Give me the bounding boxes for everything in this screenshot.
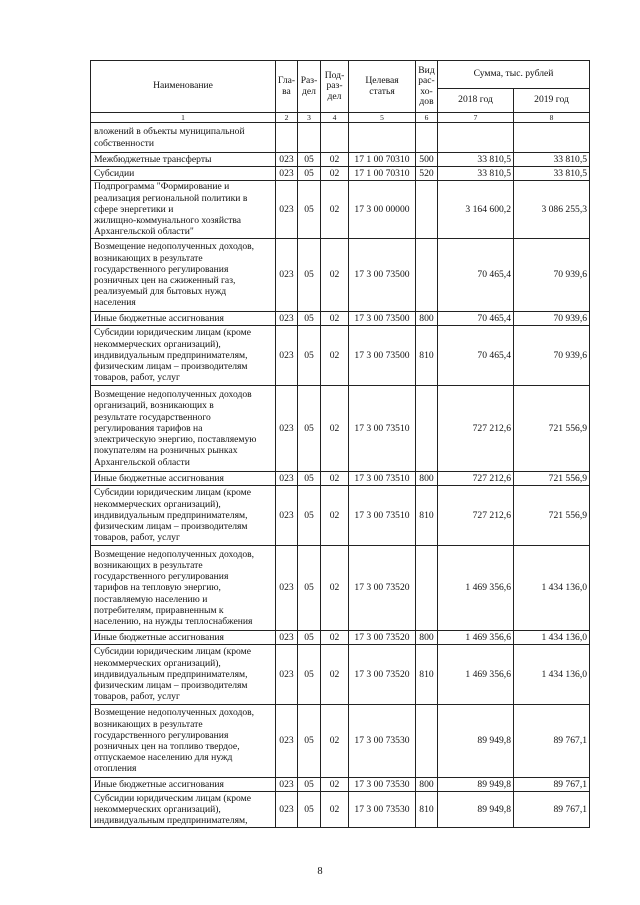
row-glava: 023	[276, 631, 298, 645]
header-name: Наименование	[91, 61, 276, 113]
header-sum: Сумма, тыс. рублей	[438, 61, 590, 89]
row-sum-2018	[438, 123, 514, 153]
row-sum-2018: 727 212,6	[438, 386, 514, 472]
row-podrazdel: 02	[321, 239, 349, 312]
row-sum-2018: 89 949,8	[438, 792, 514, 828]
column-index: 8	[514, 113, 590, 123]
row-target-article: 17 3 00 73500	[349, 312, 416, 326]
row-podrazdel: 02	[321, 631, 349, 645]
row-razdel: 05	[298, 778, 321, 792]
table-body	[91, 123, 590, 828]
row-sum-2018: 89 949,8	[438, 705, 514, 778]
row-podrazdel: 02	[321, 167, 349, 181]
row-sum-2019: 721 556,9	[514, 486, 590, 546]
row-target-article: 17 3 00 73510	[349, 386, 416, 472]
row-sum-2018: 33 810,5	[438, 167, 514, 181]
row-sum-2019: 89 767,1	[514, 705, 590, 778]
row-sum-2018: 70 465,4	[438, 312, 514, 326]
row-expense-type: 800	[416, 312, 438, 326]
header-year-2018: 2018 год	[438, 89, 514, 113]
row-name: Субсидии юридическим лицам (кроме некоммерческих организаций), индивидуальным предпринимателям,	[91, 792, 276, 828]
header-target-article: Целевая статья	[349, 61, 416, 113]
row-expense-type: 810	[416, 792, 438, 828]
row-glava: 023	[276, 486, 298, 546]
row-razdel: 05	[298, 326, 321, 386]
table-row	[91, 546, 590, 631]
row-sum-2019: 33 810,5	[514, 153, 590, 167]
row-podrazdel: 02	[321, 326, 349, 386]
table-row	[91, 631, 590, 645]
row-glava: 023	[276, 386, 298, 472]
row-glava: 023	[276, 167, 298, 181]
header-glava: Гла- ва	[276, 61, 298, 113]
table-row	[91, 472, 590, 486]
table-row	[91, 705, 590, 778]
column-index: 3	[298, 113, 321, 123]
row-podrazdel: 02	[321, 472, 349, 486]
row-sum-2018: 33 810,5	[438, 153, 514, 167]
row-razdel: 05	[298, 631, 321, 645]
row-name: Субсидии юридическим лицам (кроме некоммерческих организаций), индивидуальным предпринимателям, физическим лицам – производителям товаров, работ, услуг	[91, 486, 276, 546]
row-sum-2019: 721 556,9	[514, 472, 590, 486]
row-glava: 023	[276, 312, 298, 326]
column-index-row	[91, 113, 590, 123]
row-target-article: 17 3 00 73510	[349, 486, 416, 546]
row-podrazdel: 02	[321, 645, 349, 705]
row-sum-2018: 89 949,8	[438, 778, 514, 792]
row-name: Подпрограмма "Формирование и реализация региональной политики в сфере энергетики и жилищно-коммунального хозяйства Архангельской области"	[91, 181, 276, 239]
table-row	[91, 486, 590, 546]
row-razdel: 05	[298, 472, 321, 486]
row-expense-type: 810	[416, 326, 438, 386]
row-sum-2019: 3 086 255,3	[514, 181, 590, 239]
column-index: 6	[416, 113, 438, 123]
table-row	[91, 239, 590, 312]
budget-table	[90, 60, 590, 828]
row-podrazdel: 02	[321, 792, 349, 828]
table-row	[91, 312, 590, 326]
row-sum-2019: 70 939,6	[514, 239, 590, 312]
row-name: Субсидии	[91, 167, 276, 181]
row-glava: 023	[276, 705, 298, 778]
row-name: Субсидии юридическим лицам (кроме некоммерческих организаций), индивидуальным предпринимателям, физическим лицам – производителям товаров, работ, услуг	[91, 645, 276, 705]
row-sum-2019: 1 434 136,0	[514, 631, 590, 645]
row-sum-2019: 70 939,6	[514, 326, 590, 386]
row-sum-2019: 721 556,9	[514, 386, 590, 472]
row-name: Иные бюджетные ассигнования	[91, 631, 276, 645]
row-podrazdel: 02	[321, 546, 349, 631]
row-name: Иные бюджетные ассигнования	[91, 778, 276, 792]
row-sum-2019	[514, 123, 590, 153]
row-razdel: 05	[298, 153, 321, 167]
row-sum-2019: 1 434 136,0	[514, 546, 590, 631]
table-row	[91, 181, 590, 239]
row-glava: 023	[276, 546, 298, 631]
row-podrazdel: 02	[321, 181, 349, 239]
row-podrazdel: 02	[321, 486, 349, 546]
row-name: Иные бюджетные ассигнования	[91, 472, 276, 486]
row-sum-2018: 1 469 356,6	[438, 546, 514, 631]
row-name: Возмещение недополученных доходов, возникающих в результате государственного регулирования розничных цен на сжиженный газ, реализуемый для бытовых нужд населения	[91, 239, 276, 312]
row-target-article: 17 3 00 73500	[349, 239, 416, 312]
row-expense-type	[416, 181, 438, 239]
row-name: вложений в объекты муниципальной собственности	[91, 123, 276, 153]
row-sum-2019: 70 939,6	[514, 312, 590, 326]
row-glava: 023	[276, 239, 298, 312]
row-razdel: 05	[298, 167, 321, 181]
row-glava: 023	[276, 792, 298, 828]
row-target-article: 17 3 00 00000	[349, 181, 416, 239]
row-expense-type	[416, 546, 438, 631]
row-sum-2018: 1 469 356,6	[438, 631, 514, 645]
column-index: 5	[349, 113, 416, 123]
row-name: Возмещение недополученных доходов, возникающих в результате государственного регулирования тарифов на тепловую энергию, поставляемую населению и потребителям, приравненным к населению, на нужды теплоснабжения	[91, 546, 276, 631]
row-target-article: 17 1 00 70310	[349, 153, 416, 167]
row-sum-2018: 727 212,6	[438, 486, 514, 546]
row-target-article: 17 3 00 73500	[349, 326, 416, 386]
row-sum-2018: 3 164 600,2	[438, 181, 514, 239]
header-razdel: Раз- дел	[298, 61, 321, 113]
table-row	[91, 778, 590, 792]
row-sum-2019: 33 810,5	[514, 167, 590, 181]
row-glava: 023	[276, 778, 298, 792]
row-razdel: 05	[298, 181, 321, 239]
column-index: 1	[91, 113, 276, 123]
table-row	[91, 326, 590, 386]
row-expense-type: 810	[416, 645, 438, 705]
row-target-article: 17 3 00 73520	[349, 645, 416, 705]
row-target-article: 17 3 00 73530	[349, 705, 416, 778]
row-expense-type: 800	[416, 778, 438, 792]
row-razdel: 05	[298, 705, 321, 778]
row-sum-2019: 1 434 136,0	[514, 645, 590, 705]
table-row	[91, 123, 590, 153]
row-name: Межбюджетные трансферты	[91, 153, 276, 167]
table-row	[91, 153, 590, 167]
row-podrazdel: 02	[321, 778, 349, 792]
row-target-article: 17 3 00 73520	[349, 546, 416, 631]
column-index: 4	[321, 113, 349, 123]
column-index: 7	[438, 113, 514, 123]
row-name: Возмещение недополученных доходов организаций, возникающих в результате государственного регулирования тарифов на электрическую энергию, поставляемую покупателям на розничных рынках Архангельской области	[91, 386, 276, 472]
row-expense-type: 500	[416, 153, 438, 167]
row-podrazdel: 02	[321, 312, 349, 326]
row-expense-type	[416, 239, 438, 312]
row-glava: 023	[276, 326, 298, 386]
row-sum-2018: 1 469 356,6	[438, 645, 514, 705]
row-razdel: 05	[298, 546, 321, 631]
row-sum-2018: 727 212,6	[438, 472, 514, 486]
header-year-2019: 2019 год	[514, 89, 590, 113]
row-podrazdel: 02	[321, 153, 349, 167]
row-expense-type	[416, 123, 438, 153]
row-razdel: 05	[298, 486, 321, 546]
row-expense-type	[416, 705, 438, 778]
row-name: Иные бюджетные ассигнования	[91, 312, 276, 326]
page-number: 8	[317, 866, 323, 877]
row-target-article: 17 1 00 70310	[349, 167, 416, 181]
row-razdel: 05	[298, 312, 321, 326]
table-row	[91, 386, 590, 472]
row-razdel	[298, 123, 321, 153]
table-row	[91, 645, 590, 705]
header-podrazdel: Под- раз- дел	[321, 61, 349, 113]
row-name: Возмещение недополученных доходов, возникающих в результате государственного регулирования розничных цен на топливо твердое, отпускаемое населению для нужд отопления	[91, 705, 276, 778]
column-index: 2	[276, 113, 298, 123]
row-glava: 023	[276, 645, 298, 705]
row-expense-type: 520	[416, 167, 438, 181]
row-razdel: 05	[298, 645, 321, 705]
row-sum-2019: 89 767,1	[514, 792, 590, 828]
row-name: Субсидии юридическим лицам (кроме некоммерческих организаций), индивидуальным предпринимателям, физическим лицам – производителям товаров, работ, услуг	[91, 326, 276, 386]
row-target-article: 17 3 00 73530	[349, 792, 416, 828]
table-header	[91, 61, 590, 123]
table-row	[91, 167, 590, 181]
row-sum-2018: 70 465,4	[438, 326, 514, 386]
row-podrazdel	[321, 123, 349, 153]
row-sum-2018: 70 465,4	[438, 239, 514, 312]
row-expense-type: 800	[416, 631, 438, 645]
row-razdel: 05	[298, 792, 321, 828]
row-target-article: 17 3 00 73520	[349, 631, 416, 645]
header-expense-type: Вид рас- хо- дов	[416, 61, 438, 113]
row-podrazdel: 02	[321, 386, 349, 472]
row-glava	[276, 123, 298, 153]
row-target-article	[349, 123, 416, 153]
table-row	[91, 792, 590, 828]
row-expense-type	[416, 386, 438, 472]
row-sum-2019: 89 767,1	[514, 778, 590, 792]
row-expense-type: 810	[416, 486, 438, 546]
row-target-article: 17 3 00 73510	[349, 472, 416, 486]
row-podrazdel: 02	[321, 705, 349, 778]
row-razdel: 05	[298, 386, 321, 472]
row-glava: 023	[276, 153, 298, 167]
row-target-article: 17 3 00 73530	[349, 778, 416, 792]
row-razdel: 05	[298, 239, 321, 312]
row-glava: 023	[276, 181, 298, 239]
row-glava: 023	[276, 472, 298, 486]
row-expense-type: 800	[416, 472, 438, 486]
